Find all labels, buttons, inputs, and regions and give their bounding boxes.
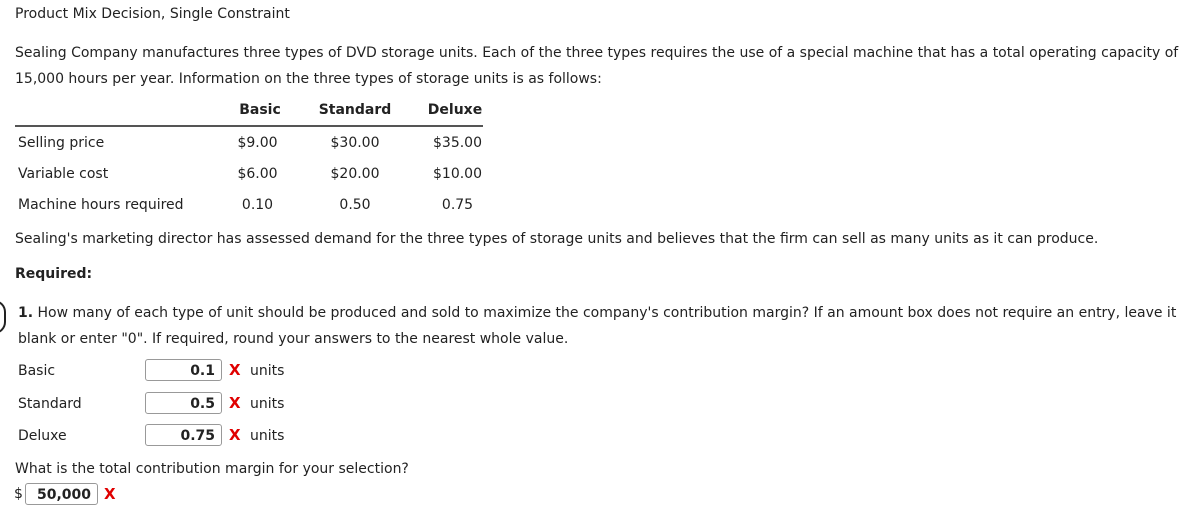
page-title: Product Mix Decision, Single Constraint xyxy=(15,6,290,22)
cell-machine-hours-basic: 0.10 xyxy=(241,197,274,213)
deluxe-units-label: units xyxy=(250,428,285,444)
cell-variable-cost-deluxe: $10.00 xyxy=(433,166,482,182)
answer-label-basic: Basic xyxy=(18,363,56,379)
cell-machine-hours-standard: 0.50 xyxy=(339,197,371,213)
answer-label-deluxe: Deluxe xyxy=(18,428,67,444)
basic-units-label: units xyxy=(250,363,285,379)
question-marker xyxy=(0,300,6,334)
cell-machine-hours-deluxe: 0.75 xyxy=(441,197,474,213)
deluxe-incorrect-mark: X xyxy=(229,426,241,444)
question-1-text: How many of each type of unit should be produced and sold to maximize the company's contribution margin? If an amount box does not require an entry, leave it blank or enter "0". If required, round your answers to the nearest whole value. xyxy=(18,305,1177,347)
cell-variable-cost-basic: $6.00 xyxy=(237,166,278,182)
question-1 xyxy=(18,300,1198,352)
required-heading: Required: xyxy=(15,266,93,282)
col-header-basic: Basic xyxy=(239,102,281,118)
cell-selling-price-standard: $30.00 xyxy=(330,135,380,151)
basic-incorrect-mark: X xyxy=(229,361,241,379)
deluxe-units-input[interactable]: 0.75 xyxy=(145,424,222,446)
problem-intro: Sealing Company manufactures three types of DVD storage units. Each of the three types requires the use of a special machine that has a total operating capacity of 15,000 hours per year. Information on the three types of storage units is as follows: xyxy=(15,45,1179,87)
col-header-standard: Standard xyxy=(318,102,392,118)
question-1-number: 1. xyxy=(18,305,34,321)
row-label-variable-cost: Variable cost xyxy=(18,166,109,182)
answer-label-standard: Standard xyxy=(18,396,82,412)
col-header-deluxe: Deluxe xyxy=(427,102,483,118)
table-header-rule xyxy=(15,125,483,127)
standard-units-input[interactable]: 0.5 xyxy=(145,392,222,414)
marketing-note: Sealing's marketing director has assessed demand for the three types of storage units and believes that the firm can sell as many units as it can produce. xyxy=(15,231,1099,247)
cell-variable-cost-standard: $20.00 xyxy=(330,166,380,182)
currency-symbol: $ xyxy=(14,486,23,502)
total-question: What is the total contribution margin for your selection? xyxy=(15,461,409,477)
total-contribution-input[interactable]: 50,000 xyxy=(25,483,98,505)
cell-selling-price-deluxe: $35.00 xyxy=(433,135,482,151)
row-label-machine-hours: Machine hours required xyxy=(18,197,184,213)
row-label-selling-price: Selling price xyxy=(18,135,105,151)
total-incorrect-mark: X xyxy=(104,485,116,503)
standard-incorrect-mark: X xyxy=(229,394,241,412)
basic-units-input[interactable]: 0.1 xyxy=(145,359,222,381)
standard-units-label: units xyxy=(250,396,285,412)
cell-selling-price-basic: $9.00 xyxy=(237,135,278,151)
